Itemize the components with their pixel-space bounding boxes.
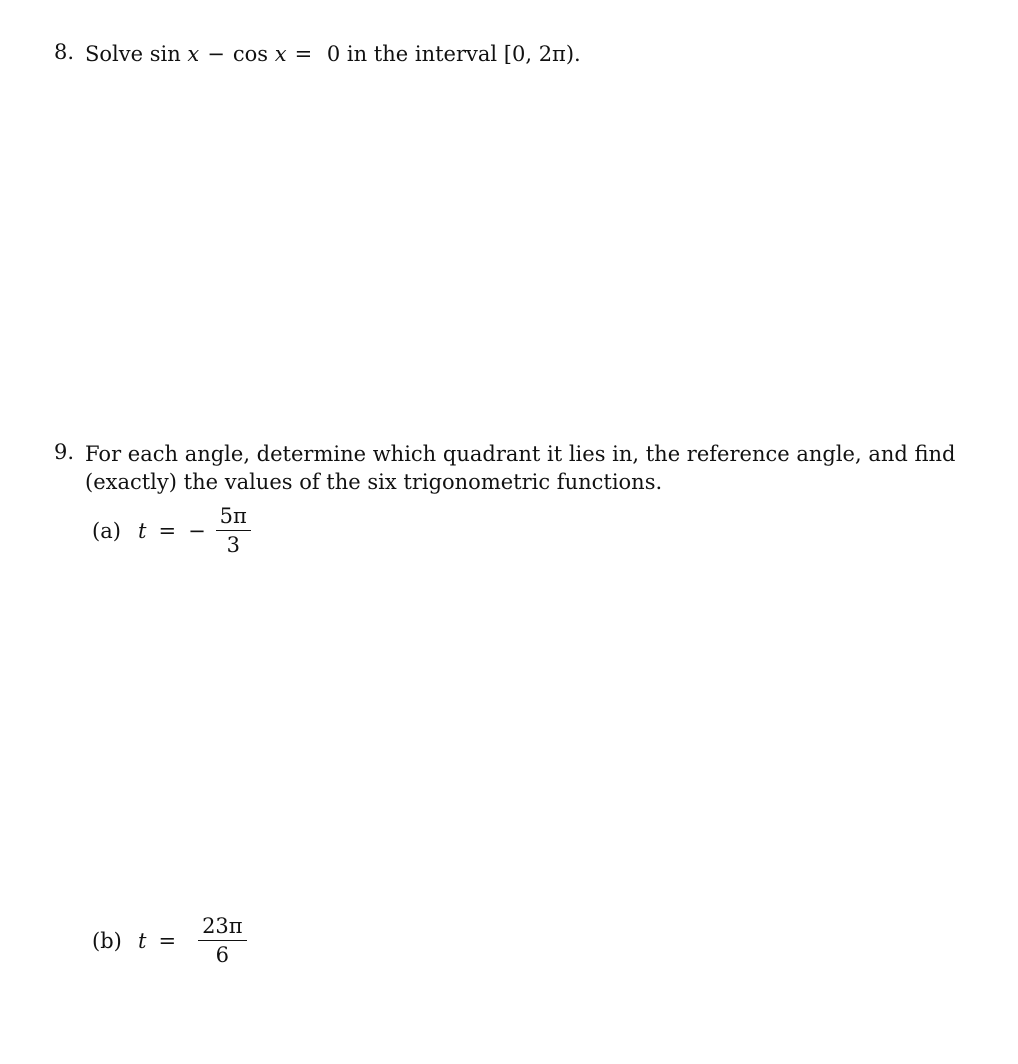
minus-operator: − [207, 42, 225, 66]
problem-number: 9. [54, 440, 75, 464]
problem-text [85, 40, 994, 68]
math-variable: x [187, 42, 200, 66]
equals-operator: = [158, 928, 177, 953]
text-segment: cos [232, 42, 275, 66]
subpart-label: (a) [92, 518, 121, 543]
fraction-numerator: 5π [216, 503, 251, 531]
equals-operator: = [158, 518, 177, 543]
math-variable: t [138, 518, 147, 543]
math-variable: x [274, 42, 287, 66]
fraction-denominator: 3 [226, 533, 240, 557]
fraction-denominator: 6 [215, 943, 230, 967]
minus-sign: − [188, 518, 206, 543]
subpart-label: (b) [92, 928, 122, 953]
fraction [198, 913, 247, 968]
subpart-b [92, 913, 247, 968]
problem-8 [54, 40, 994, 68]
fraction [216, 503, 251, 558]
problem-9 [54, 440, 994, 496]
fraction-numerator: 23π [198, 913, 247, 941]
text-segment: Solve sin [85, 42, 188, 66]
problem-text: For each angle, determine which quadrant it lies in, the reference angle, and find (exactly) the values of the six trigonometric functions. [85, 442, 956, 494]
problem-number: 8. [54, 40, 75, 64]
math-variable: t [138, 928, 147, 953]
equals-operator: = [294, 42, 313, 66]
text-segment: 0 in the interval [0, 2π). [320, 42, 581, 66]
subpart-a [92, 503, 251, 558]
